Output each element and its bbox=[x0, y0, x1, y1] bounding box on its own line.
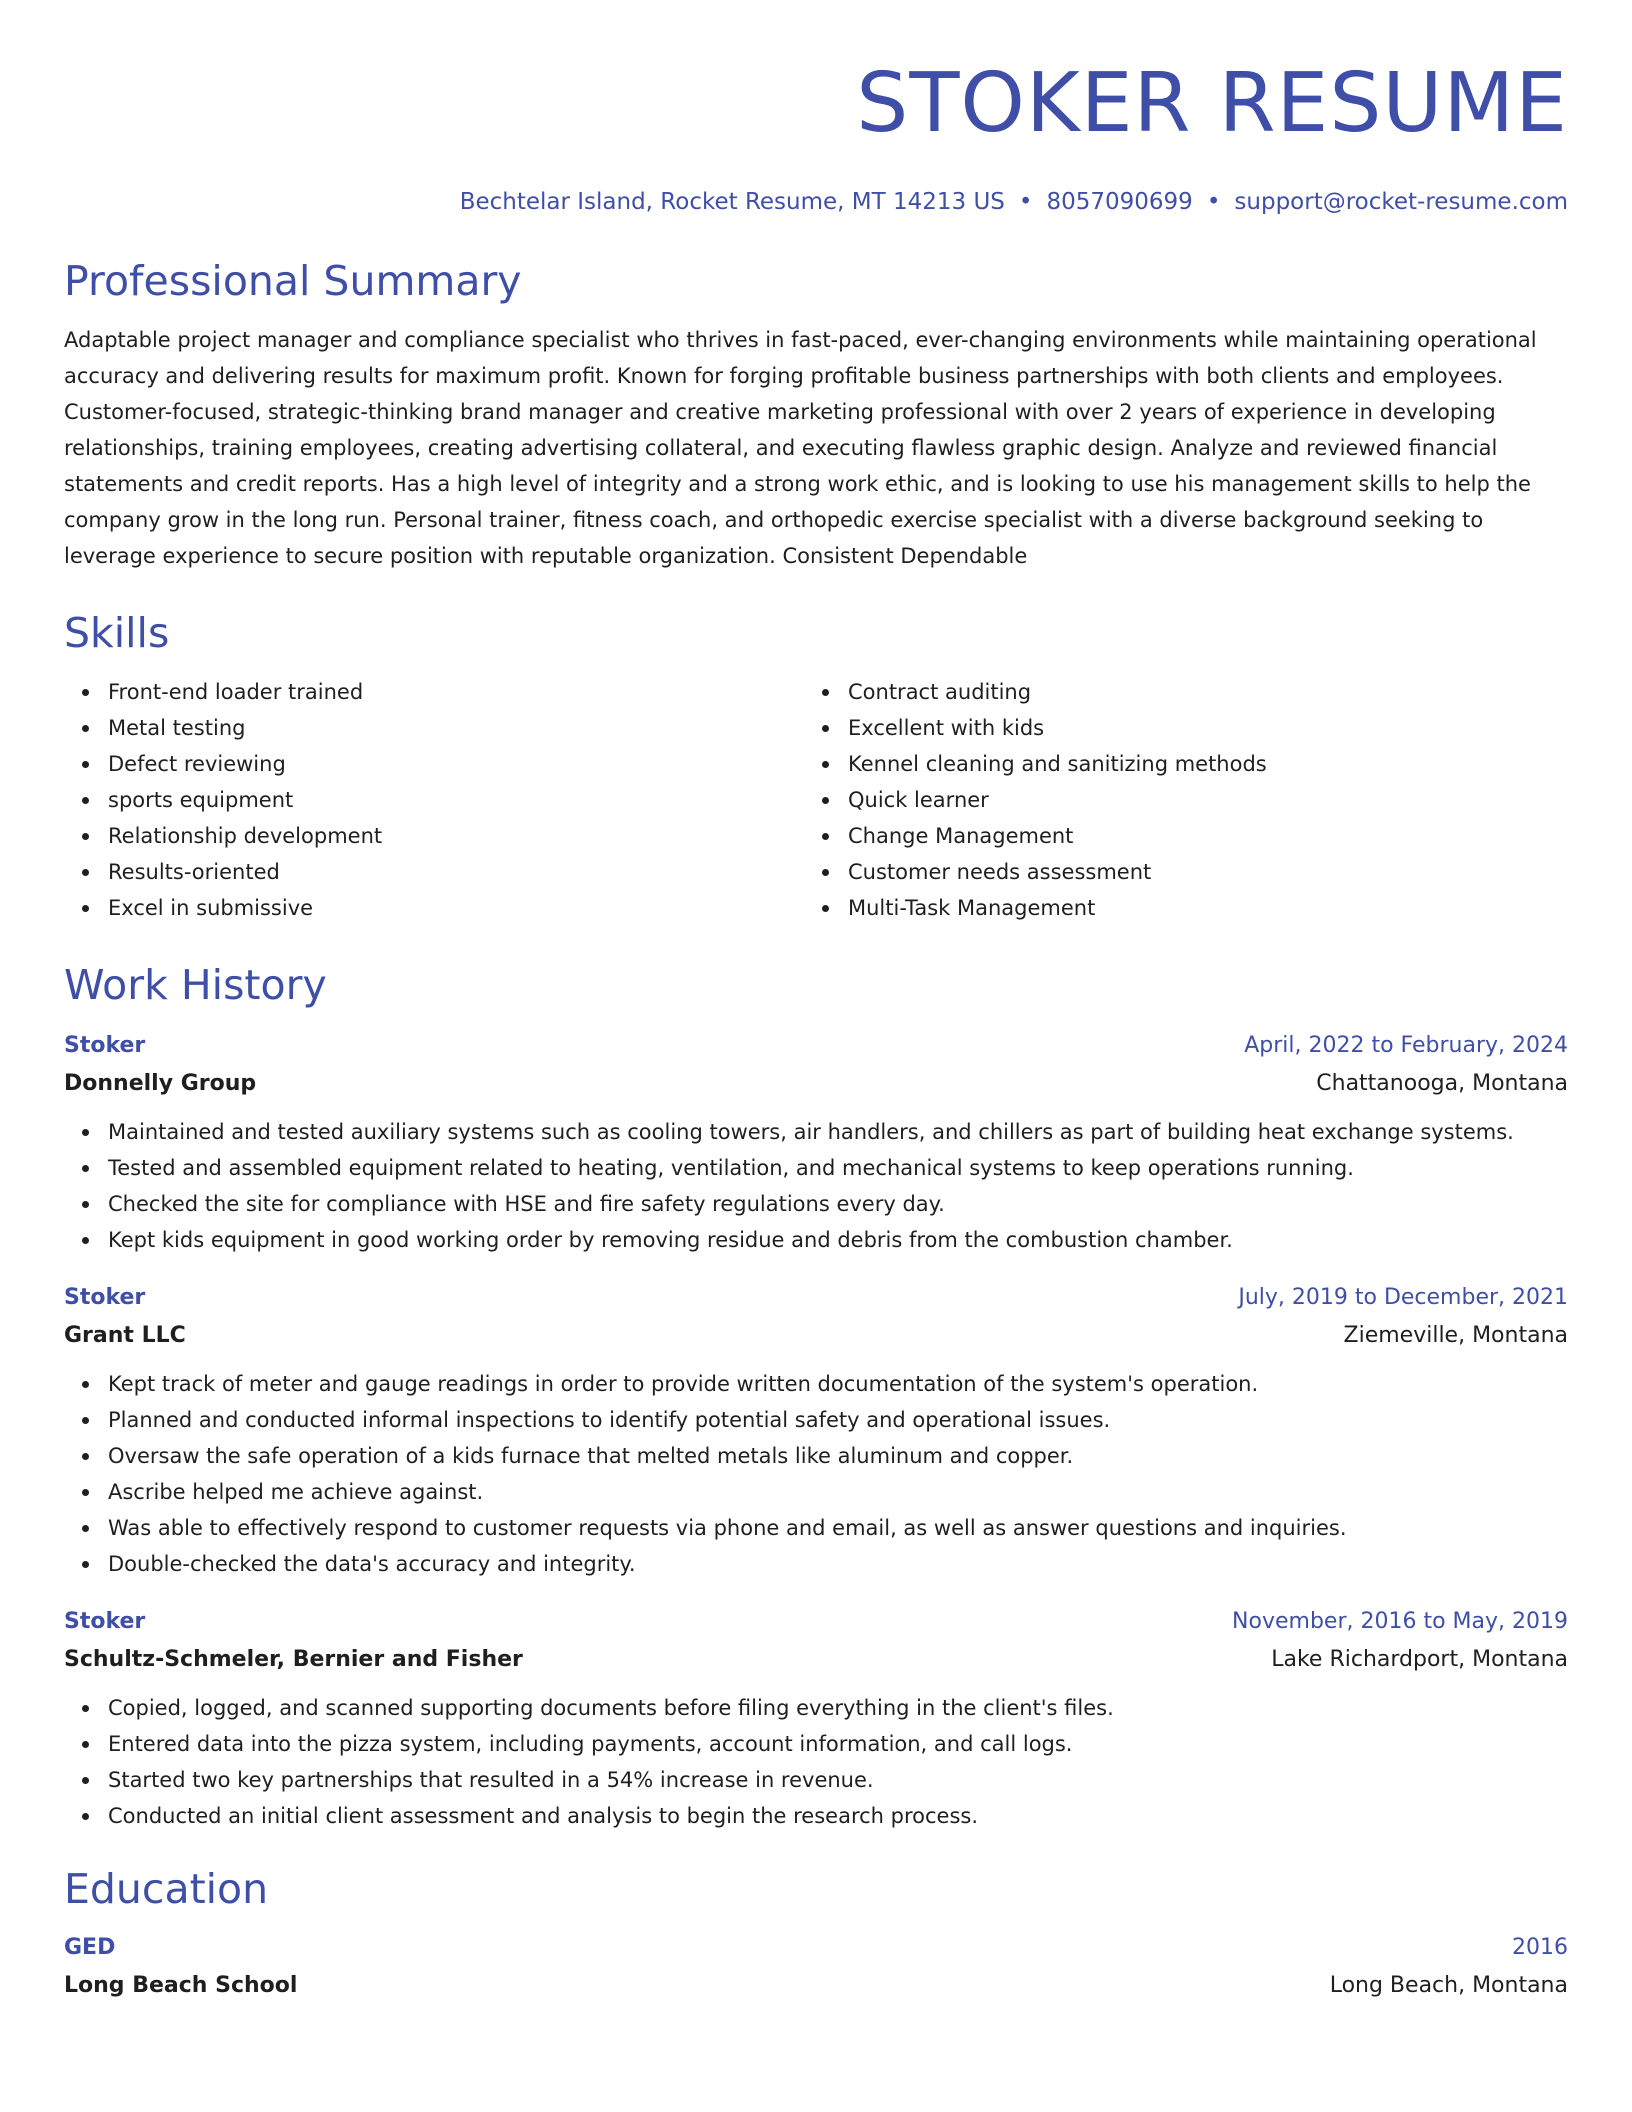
education-year: 2016 bbox=[1512, 1935, 1568, 1960]
job-bullet: Oversaw the safe operation of a kids furnace that melted metals like aluminum and copper. bbox=[108, 1438, 1568, 1474]
job-bullet: Was able to effectively respond to customer requests via phone and email, as well as answer questions and inquiries. bbox=[108, 1510, 1568, 1546]
job-bullet: Entered data into the pizza system, including payments, account information, and call logs. bbox=[108, 1726, 1568, 1762]
contact-address: Bechtelar Island, Rocket Resume, MT 14213 US bbox=[459, 189, 1005, 215]
skill-item: Results-oriented bbox=[108, 854, 804, 890]
skill-item: Customer needs assessment bbox=[848, 854, 1544, 890]
job-bullets bbox=[64, 1114, 1568, 1258]
education-header-row bbox=[64, 1930, 1568, 1966]
contact-separator: • bbox=[1206, 189, 1221, 215]
job-header-row bbox=[64, 1028, 1568, 1064]
job-entry bbox=[64, 1280, 1568, 1582]
education-degree: GED bbox=[64, 1935, 116, 1960]
job-bullet: Kept track of meter and gauge readings in order to provide written documentation of the system's operation. bbox=[108, 1366, 1568, 1402]
skill-item: Change Management bbox=[848, 818, 1544, 854]
job-role: Stoker bbox=[64, 1609, 146, 1634]
job-dates: July, 2019 to December, 2021 bbox=[1238, 1285, 1568, 1310]
skill-item: Excel in submissive bbox=[108, 890, 804, 926]
skill-item: Defect reviewing bbox=[108, 746, 804, 782]
skills-list-right bbox=[804, 674, 1544, 926]
skills-grid bbox=[64, 674, 1568, 926]
education-school: Long Beach School bbox=[64, 1973, 298, 1998]
job-header-row bbox=[64, 1604, 1568, 1640]
section-title-summary: Professional Summary bbox=[64, 257, 522, 305]
job-location: Chattanooga, Montana bbox=[1316, 1071, 1568, 1096]
resume-name: STOKER RESUME bbox=[856, 56, 1568, 151]
section-title-skills: Skills bbox=[64, 609, 170, 657]
skill-item: Quick learner bbox=[848, 782, 1544, 818]
skill-item: Excellent with kids bbox=[848, 710, 1544, 746]
job-role: Stoker bbox=[64, 1285, 146, 1310]
job-dates: April, 2022 to February, 2024 bbox=[1244, 1033, 1568, 1058]
skill-item: sports equipment bbox=[108, 782, 804, 818]
education-school-row bbox=[64, 1966, 1568, 2006]
job-role: Stoker bbox=[64, 1033, 146, 1058]
job-bullet: Started two key partnerships that resulted in a 54% increase in revenue. bbox=[108, 1762, 1568, 1798]
job-bullet: Copied, logged, and scanned supporting documents before filing everything in the client's files. bbox=[108, 1690, 1568, 1726]
job-entry bbox=[64, 1604, 1568, 1834]
job-company: Schultz-Schmeler, Bernier and Fisher bbox=[64, 1647, 523, 1672]
skill-item: Front-end loader trained bbox=[108, 674, 804, 710]
section-title-work: Work History bbox=[64, 961, 327, 1009]
skill-item: Metal testing bbox=[108, 710, 804, 746]
job-company-row bbox=[64, 1316, 1568, 1356]
job-company-row bbox=[64, 1640, 1568, 1680]
summary-text: Adaptable project manager and compliance specialist who thrives in fast-paced, ever-changing environments while maintaining operational accuracy and delivering results for maximum profit. Known for forging profitable business partnerships with both clients and employees. Customer-focused, strategic-thinking brand manager and creative marketing professional with over 2 years of experience in developing relationships, training employees, creating advertising collateral, and executing flawless graphic design. Analyze and reviewed financial statements and credit reports. Has a high level of integrity and a strong work ethic, and is looking to use his management skills to help the company grow in the long run. Personal trainer, fitness coach, and orthopedic exercise specialist with a diverse background seeking to leverage experience to secure position with reputable organization. Consistent Dependable bbox=[64, 328, 1537, 568]
section-title-education: Education bbox=[64, 1865, 269, 1913]
contact-phone: 8057090699 bbox=[1046, 189, 1193, 215]
job-location: Ziemeville, Montana bbox=[1343, 1323, 1568, 1348]
job-bullet: Double-checked the data's accuracy and integrity. bbox=[108, 1546, 1568, 1582]
job-company: Grant LLC bbox=[64, 1323, 186, 1348]
job-dates: November, 2016 to May, 2019 bbox=[1232, 1609, 1568, 1634]
job-bullets bbox=[64, 1366, 1568, 1582]
job-bullet: Planned and conducted informal inspections to identify potential safety and operational issues. bbox=[108, 1402, 1568, 1438]
contact-email[interactable]: support@rocket-resume.com bbox=[1234, 189, 1568, 215]
job-header-row bbox=[64, 1280, 1568, 1316]
job-bullet: Ascribe helped me achieve against. bbox=[108, 1474, 1568, 1510]
skill-item: Kennel cleaning and sanitizing methods bbox=[848, 746, 1544, 782]
skill-item: Contract auditing bbox=[848, 674, 1544, 710]
contact-line bbox=[64, 186, 1568, 218]
skill-item: Multi-Task Management bbox=[848, 890, 1544, 926]
job-company-row bbox=[64, 1064, 1568, 1104]
job-company: Donnelly Group bbox=[64, 1071, 257, 1096]
job-bullet: Tested and assembled equipment related to heating, ventilation, and mechanical systems to keep operations running. bbox=[108, 1150, 1568, 1186]
job-bullets bbox=[64, 1690, 1568, 1834]
education-location: Long Beach, Montana bbox=[1329, 1973, 1568, 1998]
contact-separator: • bbox=[1018, 189, 1033, 215]
job-entry bbox=[64, 1028, 1568, 1258]
education-entry bbox=[64, 1930, 1568, 2006]
job-location: Lake Richardport, Montana bbox=[1271, 1647, 1568, 1672]
job-bullet: Checked the site for compliance with HSE and fire safety regulations every day. bbox=[108, 1186, 1568, 1222]
skill-item: Relationship development bbox=[108, 818, 804, 854]
job-bullet: Kept kids equipment in good working order by removing residue and debris from the combustion chamber. bbox=[108, 1222, 1568, 1258]
job-bullet: Conducted an initial client assessment and analysis to begin the research process. bbox=[108, 1798, 1568, 1834]
job-bullet: Maintained and tested auxiliary systems such as cooling towers, air handlers, and chillers as part of building heat exchange systems. bbox=[108, 1114, 1568, 1150]
skills-list-left bbox=[64, 674, 804, 926]
